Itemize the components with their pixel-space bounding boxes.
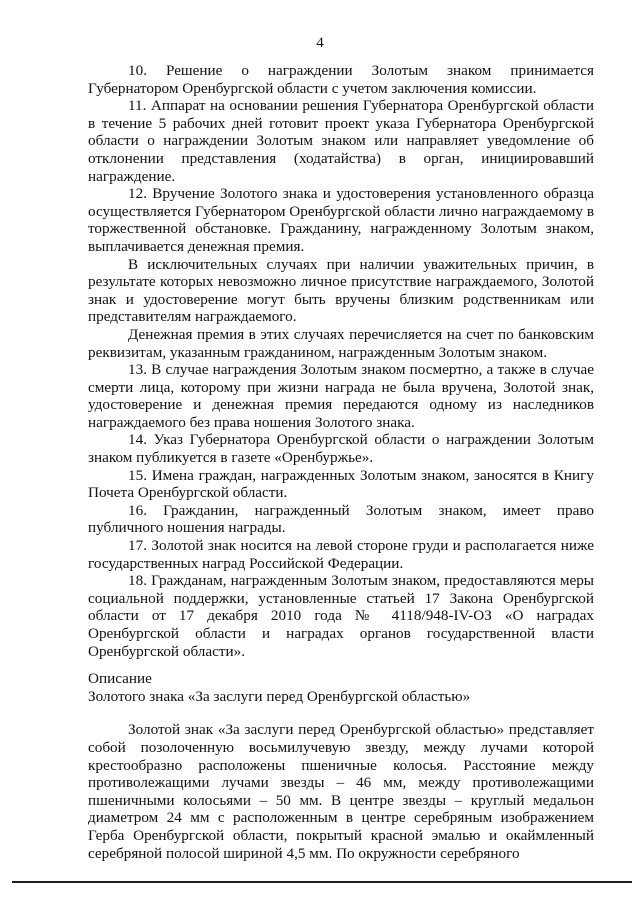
paragraph-10: 10. Решение о награждении Золотым знаком принимается Губернатором Оренбургской области с учетом заключения комиссии.: [88, 62, 594, 97]
paragraph-13: 13. В случае награждения Золотым знаком посмертно, а также в случае смерти лица, которому при жизни награда не была вручена, Золотой знак, удостоверение и денежная премия передаются одному из наследников награждаемого без права ношения Золотого знака.: [88, 361, 594, 431]
paragraph-18: 18. Гражданам, награжденным Золотым знаком, предоставляются меры социальной поддержки, установленные статьей 17 Закона Оренбургской области от 17 декабря 2010 года № 4118/948-IV-ОЗ «О наградах Оренбургской области и наградах органов государственной власти Оренбургской области».: [88, 572, 594, 660]
paragraph-11: 11. Аппарат на основании решения Губернатора Оренбургской области в течение 5 рабочих дней готовит проект указа Губернатора Оренбургской области о награждении Золотым знаком или направляет уведомление об отклонении представления (ходатайства) в орган, инициировавший награждение.: [88, 97, 594, 185]
description-subtitle: Золотого знака «За заслуги перед Оренбургской областью»: [88, 687, 471, 705]
paragraph-16: 16. Гражданин, награжденный Золотым знаком, имеет право публичного ношения награды.: [88, 501, 594, 537]
bottom-divider: [12, 881, 632, 883]
paragraph-15: 15. Имена граждан, награжденных Золотым знаком, заносятся в Книгу Почета Оренбургской области.: [88, 466, 594, 502]
paragraph-12-exceptional-cases: В исключительных случаях при наличии уважительных причин, в результате которых невозможно личное присутствие награждаемого, Золотой знак и удостоверение могут быть вручены близким родственникам или представителям награждаемого.: [88, 255, 594, 326]
paragraph-14: 14. Указ Губернатора Оренбургской области о награждении Золотым знаком публикуется в газете «Оренбуржье».: [88, 431, 594, 467]
section-spacer: [88, 705, 594, 721]
description-title: Описание: [88, 670, 152, 688]
description-text: Золотой знак «За заслуги перед Оренбургской областью» представляет собой позолоченную восьмилучевую звезду, между лучами которой крестообразно расположены пшеничные колосья. Расстояние между противолежащими лучами звезды – 46 мм, между противолежащими пшеничными колосьями – 50 мм. В центре звезды – круглый медальон диаметром 24 мм с расположенным в центре серебряным изображением Герба Оренбургской области, покрытый красной эмалью и окаймленный серебряной полосой шириной 4,5 мм. По окружности серебряного: [88, 721, 594, 862]
paragraph-17: 17. Золотой знак носится на левой стороне груди и располагается ниже государственных наград Российской Федерации.: [88, 537, 594, 572]
paragraph-12-premium-transfer: Денежная премия в этих случаях перечисляется на счет по банковским реквизитам, указанным гражданином, награжденным Золотым знаком.: [88, 325, 594, 361]
paragraph-12: 12. Вручение Золотого знака и удостоверения установленного образца осуществляется Губернатором Оренбургской области лично награждаемому в торжественной обстановке. Гражданину, награжденному Золотым знаком, выплачивается денежная премия.: [88, 185, 594, 255]
page-number: 4: [316, 35, 324, 51]
document-body: [88, 62, 594, 862]
